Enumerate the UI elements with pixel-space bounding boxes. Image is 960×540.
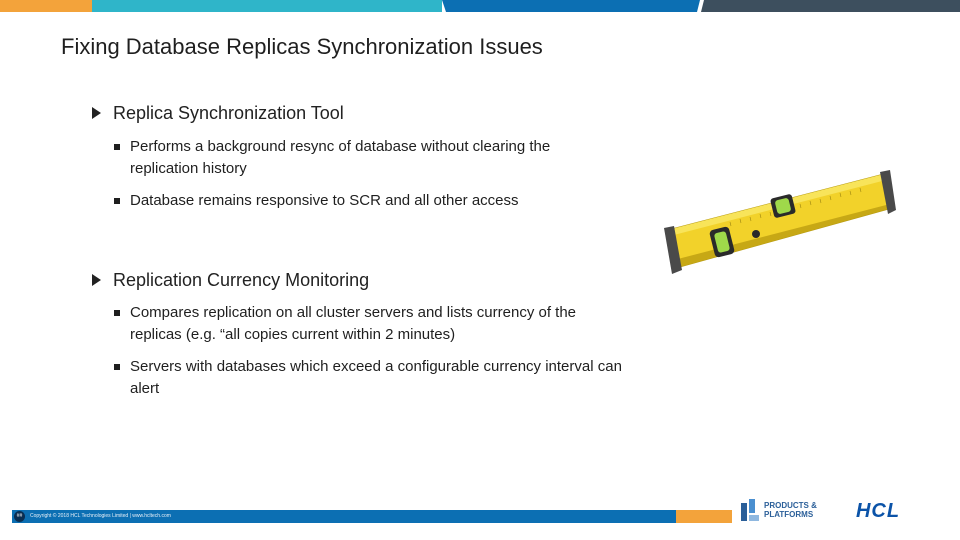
footer-bar xyxy=(12,510,676,523)
hcl-logo xyxy=(828,500,928,520)
bullet-item xyxy=(114,136,654,180)
bullet-item xyxy=(114,356,654,400)
square-bullet-icon xyxy=(114,198,120,204)
top-color-band xyxy=(0,0,960,12)
hcl-logo-text: HCL xyxy=(855,500,901,520)
square-bullet-icon xyxy=(114,310,120,316)
page-number-badge: ## xyxy=(14,511,25,522)
products-platforms-logo xyxy=(740,496,820,524)
section-replication-currency-monitoring xyxy=(92,269,369,291)
bullet-text: Compares replication on all cluster servers and lists currency of the replicas (e.g. “all copies current within 2 minutes) xyxy=(130,304,577,343)
bullet-item xyxy=(114,190,654,212)
products-platforms-text: PRODUCTS & PLATFORMS xyxy=(764,501,817,519)
bullet-text: Servers with databases which exceed a configurable currency interval can alert xyxy=(130,358,622,397)
square-bullet-icon xyxy=(114,364,120,370)
square-bullet-icon xyxy=(114,144,120,150)
footer-accent xyxy=(676,510,732,523)
spirit-level-image xyxy=(660,168,896,280)
section-heading: Replica Synchronization Tool xyxy=(113,102,344,123)
section-replica-sync-tool xyxy=(92,102,344,124)
section-heading: Replication Currency Monitoring xyxy=(113,269,370,290)
bullet-item xyxy=(114,302,654,346)
triangle-right-icon xyxy=(92,274,101,286)
bullet-text: Performs a background resync of database without clearing the replication history xyxy=(130,138,551,177)
footer-copyright: Copyright © 2018 HCL Technologies Limited | www.hcltech.com xyxy=(30,513,171,519)
triangle-right-icon xyxy=(92,107,101,119)
slide-title: Fixing Database Replicas Synchronization Issues xyxy=(61,34,543,59)
products-platforms-icon xyxy=(740,497,760,523)
bullet-text: Database remains responsive to SCR and all other access xyxy=(130,192,519,209)
